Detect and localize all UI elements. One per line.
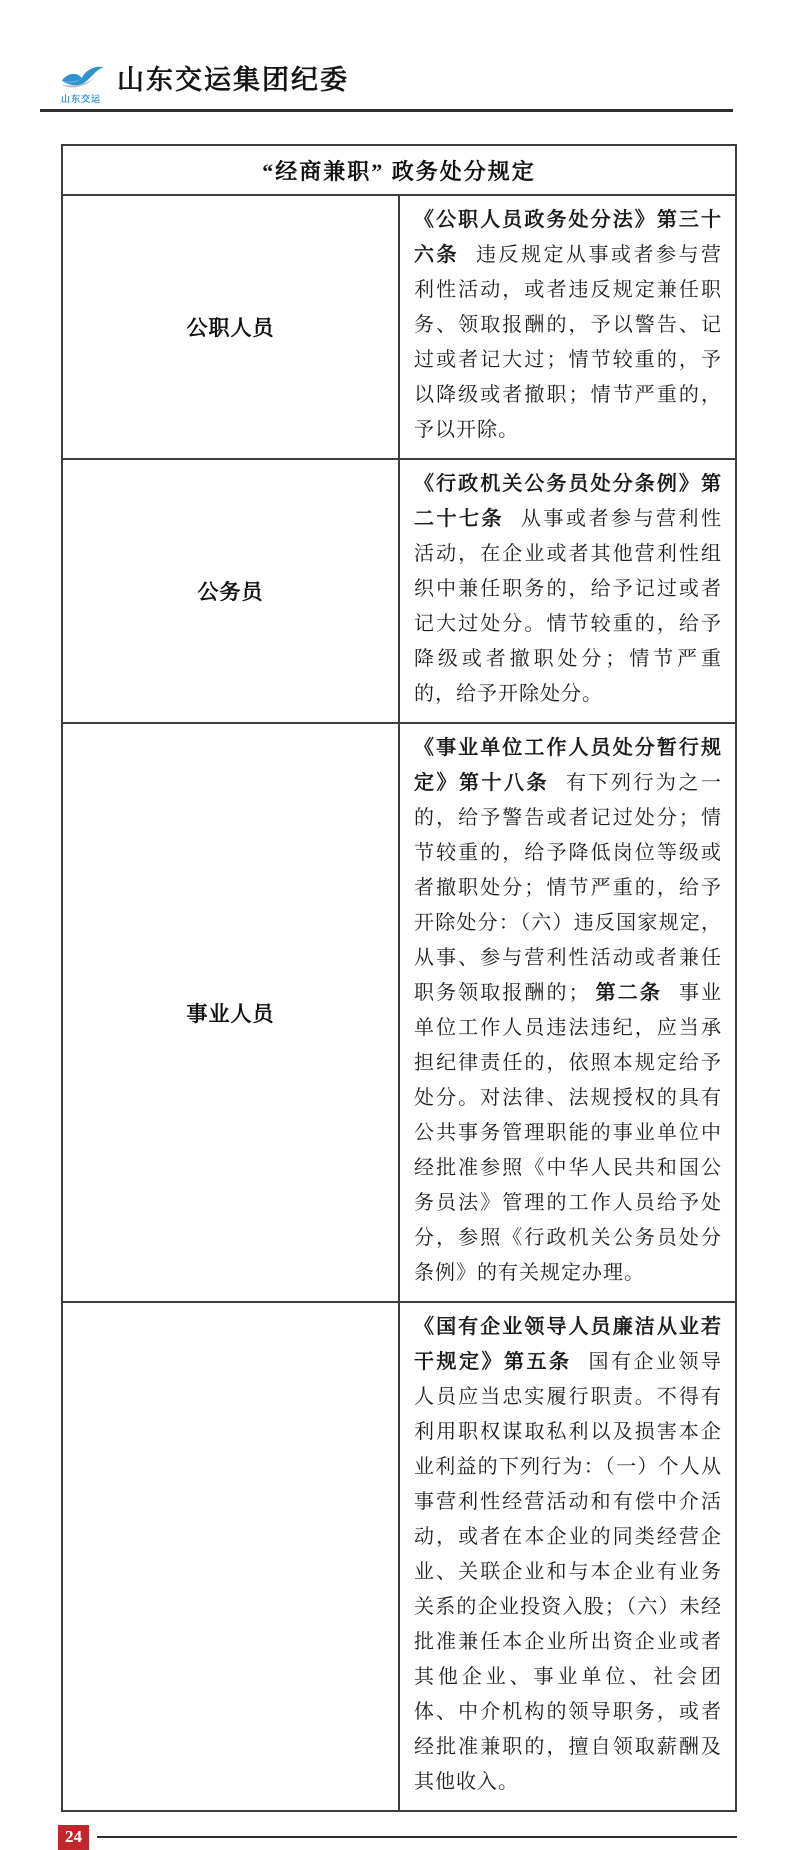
law-citation: 《公职人员政务处分法》第三十六条 [414, 209, 722, 266]
row-label [62, 1302, 399, 1811]
row-label: 公职人员 [62, 195, 399, 459]
table-title-row [62, 145, 736, 195]
table-title: “经商兼职” 政务处分规定 [62, 145, 736, 195]
table-row [62, 1302, 736, 1811]
table-row [62, 195, 736, 459]
org-logo [55, 62, 107, 104]
law-citation: 《国有企业领导人员廉洁从业若干规定》第五条 [414, 1316, 722, 1373]
row-content [399, 1302, 736, 1811]
regulation-text: 有下列行为之一的，给予警告或者记过处分；情节较重的，给予降低岗位等级或者撤职处分；情节严重的，给予开除处分：（六）违反国家规定，从事、参与营利性活动或者兼任职务领取报酬的； [414, 772, 722, 1004]
table-row [62, 459, 736, 723]
regulation-text: 从事或者参与营利性活动，在企业或者其他营利性组织中兼任职务的，给予记过或者记大过处分。情节较重的，给予降级或者撤职处分；情节严重的，给予开除处分。 [414, 508, 722, 705]
law-citation: 第二条 [594, 982, 662, 1004]
regulation-text: 事业单位工作人员违法违纪，应当承担纪律责任的，依照本规定给予处分。对法律、法规授权的具有公共事务管理职能的事业单位中经批准参照《中华人民共和国公务员法》管理的工作人员给予处分，参照《行政机关公务员处分条例》的有关规定办理。 [414, 982, 723, 1284]
regulation-text: 国有企业领导人员应当忠实履行职责。不得有利用职权谋取私利以及损害本企业利益的下列行为：（一）个人从事营利性经营活动和有偿中介活动，或者在本企业的同类经营企业、关联企业和与本企业有业务关系的企业投资入股；（六）未经批准兼任本企业所出资企业或者其他企业、事业单位、社会团体、中介机构的领导职务，或者经批准兼职的，擅自领取薪酬及其他收入。 [414, 1351, 722, 1793]
table-row [62, 723, 736, 1302]
page-footer [58, 1824, 800, 1850]
bird-logo-icon [56, 62, 106, 94]
law-citation: 《事业单位工作人员处分暂行规定》第十八条 [414, 737, 722, 794]
law-citation: 《行政机关公务员处分条例》第二十七条 [414, 473, 722, 530]
footer-divider [97, 1836, 737, 1838]
page-header [0, 0, 800, 107]
logo-caption: 山东交运 [60, 93, 101, 104]
page-number-badge: 24 [58, 1825, 89, 1850]
row-label: 事业人员 [62, 723, 399, 1302]
row-content [399, 723, 736, 1302]
row-label: 公务员 [62, 459, 399, 723]
row-content [399, 195, 736, 459]
header-divider [40, 109, 733, 112]
regulation-text: 违反规定从事或者参与营利性活动，或者违反规定兼任职务、领取报酬的，予以警告、记过或者记大过；情节较重的，予以降级或者撤职；情节严重的，予以开除。 [414, 244, 722, 441]
row-content [399, 459, 736, 723]
org-title: 山东交运集团纪委 [117, 65, 349, 95]
regulation-table [61, 144, 737, 1812]
